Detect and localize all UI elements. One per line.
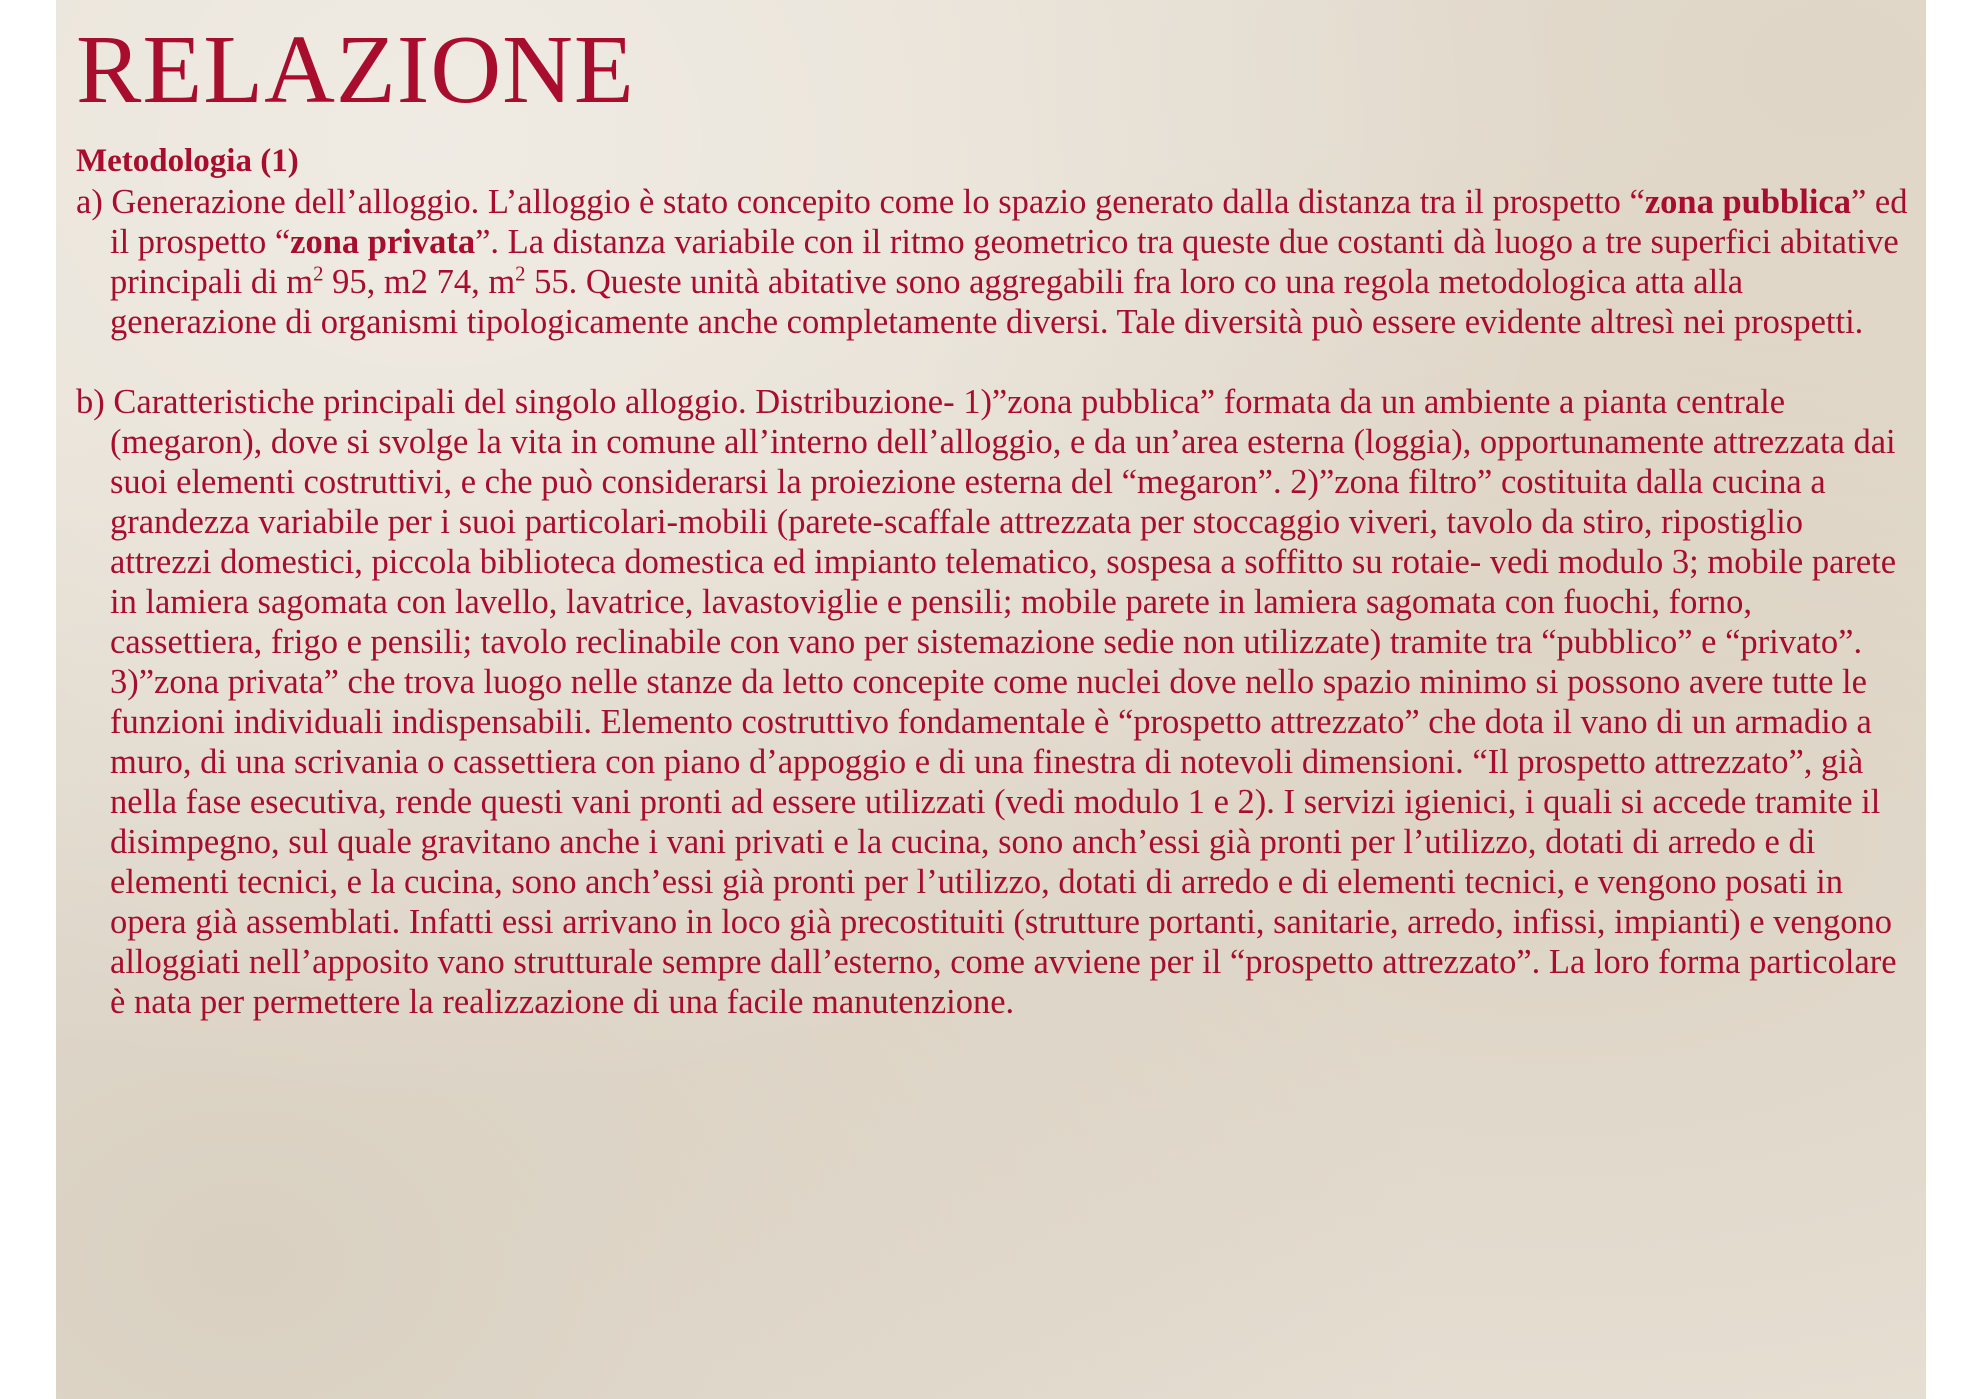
paragraph-a-text-2: ” ed il prospetto “: [110, 183, 1908, 261]
paragraph-b: b) Caratteristiche principali del singolo alloggio. Distribuzione- 1)”zona pubblica” formata da un ambiente a pianta centrale (megaron), dove si svolge la vita in comune all’interno dell’alloggio, e da un’area esterna (loggia), opportunamente attrezzata dai suoi elementi costruttivi, e che può considerarsi la proiezione esterna del “megaron”. 2)”zona filtro” costituita dalla cucina a grandezza variabile per i suoi particolari-mobili (parete-scaffale attrezzata per stoccaggio viveri, tavolo da stiro, ripostiglio attrezzi domestici, piccola biblioteca domestica ed impianto telematico, sospesa a soffitto su rotaie- vedi modulo 3; mobile parete in lamiera sagomata con lavello, lavatrice, lavastoviglie e pensili; mobile parete in lamiera sagomata con fuochi, forno, cassettiera, frigo e pensili; tavolo reclinabile con vano per sistemazione sedie non utilizzate) tramite tra “pubblico” e “privato”. 3)”zona privata” che trova luogo nelle stanze da letto concepite come nuclei dove nello spazio minimo si possono avere tutte le funzioni individuali indispensabili. Elemento costruttivo fondamentale è “prospetto attrezzato” che dota il vano di un armadio a muro, di una scrivania o cassettiera con piano d’appoggio e di una finestra di notevoli dimensioni. “Il prospetto attrezzato”, già nella fase esecutiva, rende questi vani pronti ad essere utilizzati (vedi modulo 1 e 2). I servizi igienici, i quali si accede tramite il disimpegno, sul quale gravitano anche i vani privati e la cucina, sono anch’essi già pronti per l’utilizzo, dotati di arredo e di elementi tecnici, e la cucina, sono anch’essi già pronti per l’utilizzo, dotati di arredo e di elementi tecnici, e vengono posati in opera già assemblati. Infatti essi arrivano in loco già precostituiti (strutture portanti, sanitarie, arredo, infissi, impianti) e vengono alloggiati nell’apposito vano strutturale sempre dall’esterno, come avviene per il “prospetto attrezzato”. La loro forma particolare è nata per permettere la realizzazione di una facile manutenzione.: [76, 383, 1897, 1021]
section-subtitle: Metodologia (1): [76, 143, 299, 179]
paragraph-a: [76, 182, 1911, 342]
paragraph-a-bold-zona-privata: zona privata: [290, 223, 476, 261]
paragraph-a-text-1: a) Generazione dell’alloggio. L’alloggio è stato concepito come lo spazio generato dalla distanza tra il prospetto “: [76, 183, 1645, 221]
paragraph-a-text-3: ”. La distanza variabile con il ritmo geometrico tra queste due costanti dà luogo a tre superfici abitative principali di m: [110, 223, 1899, 301]
paragraph-a-superscript-2: 2: [515, 263, 526, 286]
page-content: [76, 16, 1911, 1022]
page-title: RELAZIONE: [76, 16, 635, 124]
paragraph-a-text-4: 95, m2 74, m: [323, 263, 516, 301]
paragraph-a-superscript-1: 2: [313, 263, 324, 286]
document-page: [56, 0, 1926, 1399]
paragraph-a-text-5: 55. Queste unità abitative sono aggregabili fra loro co una regola metodologica atta alla generazione di organismi tipologicamente anche completamente diversi. Tale diversità può essere evidente altresì nei prospetti.: [110, 263, 1864, 341]
paragraph-a-bold-zona-pubblica: zona pubblica: [1644, 183, 1851, 221]
